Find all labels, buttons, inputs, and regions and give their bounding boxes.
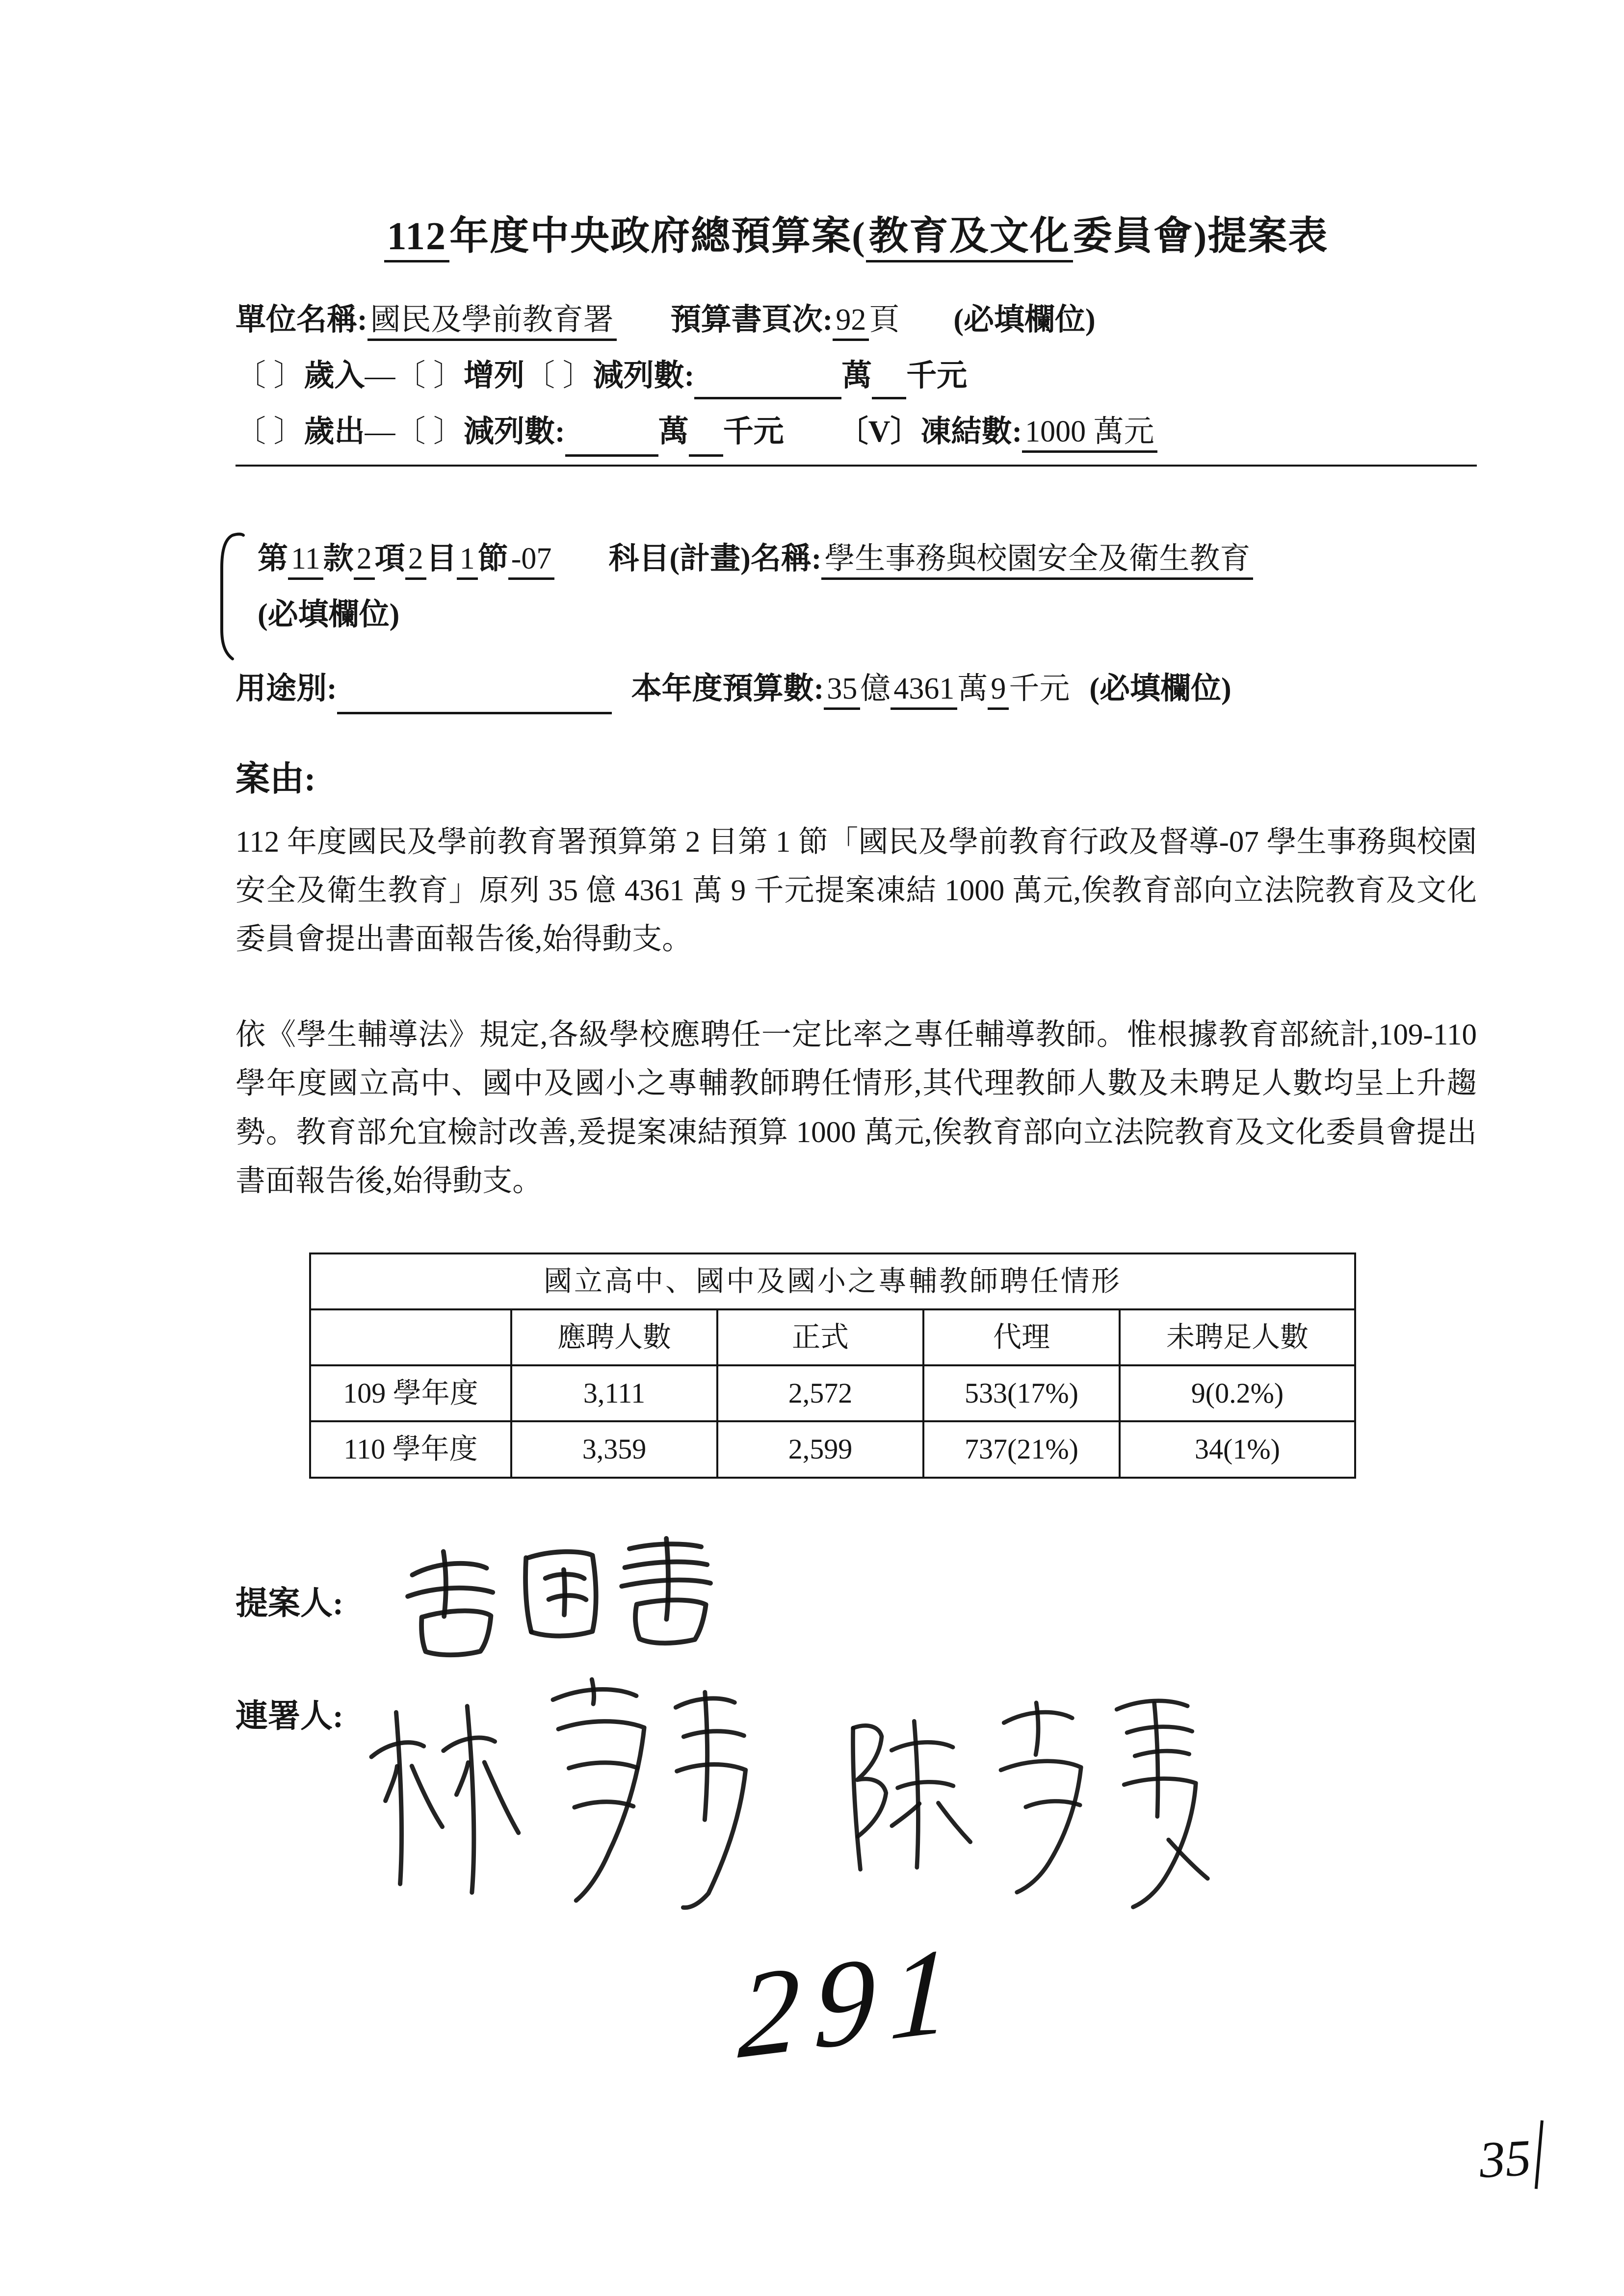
section-v1: 11 [288,542,323,580]
budget-amount-label: 本年度預算數: [631,672,824,706]
teacher-hiring-table [309,1252,1356,1479]
revenue-decrease-label: 減列數: [593,359,695,393]
subject-label: 科目(計畫)名稱: [608,542,822,576]
table-cell-substitute: 737(21%) [923,1421,1120,1477]
section-k5: 節 [477,542,508,576]
section-line [258,535,1477,582]
table-row [310,1421,1355,1477]
document-title [236,211,1477,262]
budget-qian-value: 9 [988,672,1009,710]
table-cell-year: 109 學年度 [310,1365,511,1421]
section-v4: 1 [457,542,478,580]
left-brace-mark [216,532,245,665]
expenditure-checkbox: 〔 〕 [236,415,304,449]
table-cell-substitute: 533(17%) [923,1365,1120,1421]
proposer-row [236,1542,1477,1660]
title-mid: 年度中央政府總預算案( [449,215,866,258]
expenditure-decrease-label: 減列數: [464,415,565,449]
page-ref-unit: 頁 [869,303,900,337]
handwritten-page-number: 291 [736,1919,968,2085]
decrease-checkbox: 〔 〕 [524,359,593,393]
budget-wan-unit: 萬 [957,672,988,706]
table-header-unfilled: 未聘足人數 [1120,1309,1355,1365]
revenue-unit-qian: 千元 [906,359,968,393]
purpose-line [236,665,1477,714]
expenditure-unit-wan: 萬 [658,415,689,449]
proposer-signature [371,1526,748,1667]
table-row [310,1365,1355,1421]
table-header-formal: 正式 [717,1309,923,1365]
budget-qian-unit: 千元 [1009,672,1070,706]
freeze-value: 1000 萬元 [1022,415,1157,453]
section-v2: 2 [354,542,375,580]
revenue-label: 歲入 [304,359,365,393]
table-cell-year: 110 學年度 [310,1421,511,1477]
handwritten-corner-mark: 35 [1477,2120,1542,2192]
section-v5: -07 [508,542,555,580]
section-v3: 2 [405,542,426,580]
proposer-label: 提案人: [236,1585,343,1621]
revenue-checkbox: 〔 〕 [236,359,304,393]
expenditure-unit-qian: 千元 [723,415,784,449]
increase-label: 增列 [464,359,525,393]
expenditure-dash: — [365,415,395,449]
table-header-blank [310,1309,511,1365]
corner-pen-stroke [1535,2120,1544,2189]
cosigner-signature-2 [820,1668,1231,1927]
section-required-line [258,591,1477,638]
table-title: 國立高中、國中及國小之專輔教師聘任情形 [310,1253,1355,1309]
table-header-expected: 應聘人數 [511,1309,717,1365]
expenditure-decrease-checkbox: 〔 〕 [395,415,464,449]
table-title-row [310,1253,1355,1309]
table-cell-formal: 2,572 [717,1365,923,1421]
table-cell-unfilled: 34(1%) [1120,1421,1355,1477]
revenue-unit-wan: 萬 [841,359,872,393]
cosigner-label: 連署人: [236,1698,343,1734]
case-heading: 案由: [236,760,316,798]
title-committee: 教育及文化 [866,215,1073,262]
unit-label: 單位名稱: [236,303,367,337]
table-header-row [310,1309,1355,1365]
revenue-qian-blank [872,368,906,399]
revenue-amount-blank [694,368,841,399]
unit-line [236,296,1477,343]
title-tail: 委員會)提案表 [1073,215,1329,258]
budget-yi-value: 35 [824,672,860,710]
increase-checkbox: 〔 〕 [395,359,464,393]
section-k1: 第 [258,542,288,576]
cosigner-signature-1 [361,1646,782,1919]
subject-value: 學生事務與校園安全及衛生教育 [821,542,1253,580]
section-k4: 目 [426,542,457,576]
title-year: 112 [384,215,450,262]
section-k2: 款 [323,542,354,576]
purpose-required-note: (必填欄位) [1089,672,1231,706]
budget-section-block [236,535,1477,638]
budget-wan-value: 4361 [891,672,957,710]
freeze-checkbox-checked: 〔V〕 [838,415,921,449]
table-cell-expected: 3,359 [511,1421,717,1477]
expenditure-line [236,408,1477,467]
budget-yi-unit: 億 [860,672,891,706]
expenditure-amount-blank [565,426,658,457]
case-paragraph-2: 依《學生輔導法》規定,各級學校應聘任一定比率之專任輔導教師。惟根據教育部統計,109-110 學年度國立高中、國中及國小之專輔教師聘任情形,其代理教師人數及未聘足人數均呈上升趨勢。教育部允宜檢討改善,爰提案凍結預算 1000 萬元,俟教育部向立法院教育及文化委員會提出書面報告後,始得動支。 [236,1018,1477,1198]
section-required-note: (必填欄位) [258,598,400,632]
section-k3: 項 [374,542,405,576]
expenditure-qian-blank [689,426,723,457]
page-ref-value: 92 [833,303,869,341]
purpose-blank [337,683,612,714]
table-cell-formal: 2,599 [717,1421,923,1477]
revenue-line [236,352,1477,399]
freeze-label: 凍結數: [920,415,1022,449]
table-cell-unfilled: 9(0.2%) [1120,1365,1355,1421]
unit-value: 國民及學前教育署 [367,303,617,341]
page-ref-label: 預算書頁次: [670,303,833,337]
expenditure-label: 歲出 [304,415,365,449]
table-cell-expected: 3,111 [511,1365,717,1421]
case-paragraph-1: 112 年度國民及學前教育署預算第 2 目第 1 節「國民及學前教育行政及督導-07 學生事務與校園安全及衛生教育」原列 35 億 4361 萬 9 千元提案凍結 1000 萬元,俟教育部向立法院教育及文化委員會提出書面報告後,始得動支。 [236,825,1477,956]
table-header-substitute: 代理 [923,1309,1120,1365]
required-note: (必填欄位) [953,303,1096,337]
purpose-label: 用途別: [236,672,337,706]
revenue-dash: — [365,359,395,393]
